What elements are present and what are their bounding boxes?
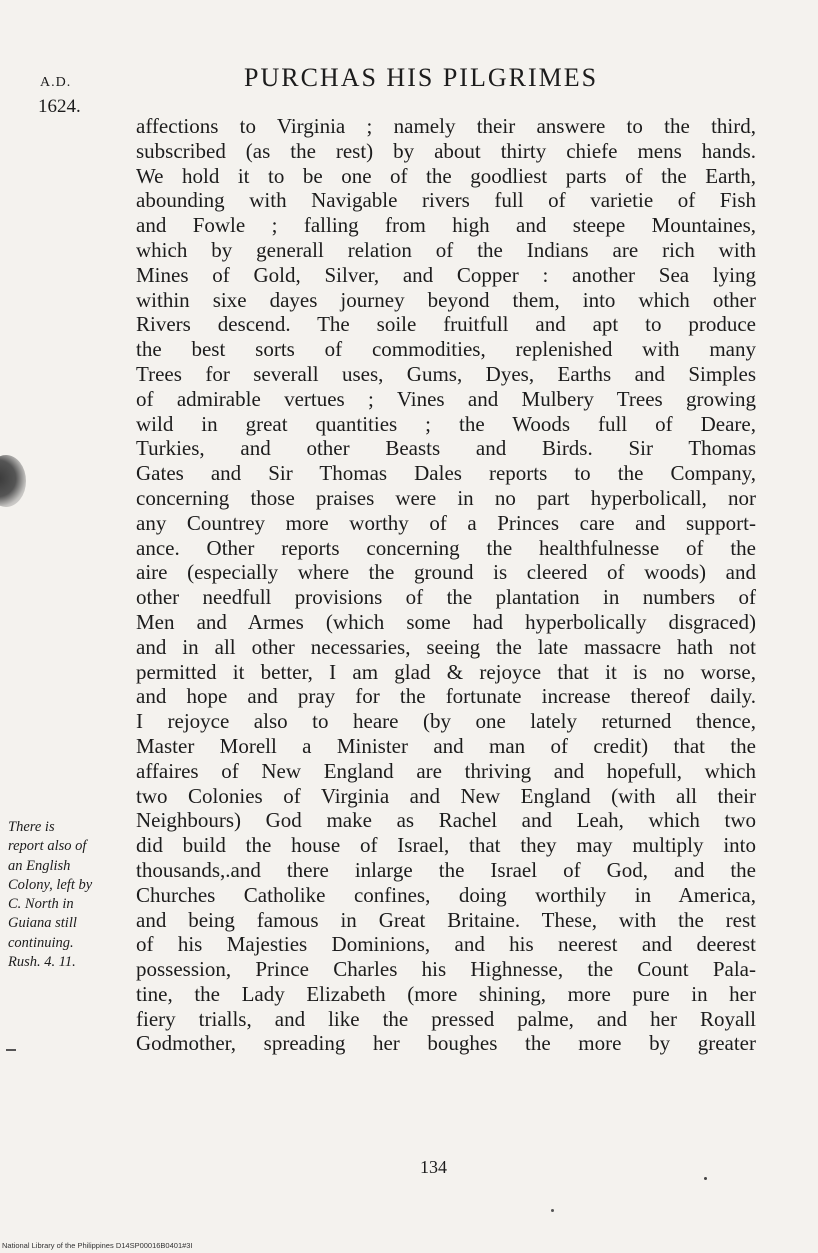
text-line: Neighbours) God make as Rachel and Leah, which two bbox=[136, 808, 756, 833]
text-line: the best sorts of commodities, replenished with many bbox=[136, 337, 756, 362]
margin-era-label: A.D. bbox=[40, 75, 72, 90]
text-line: of admirable vertues ; Vines and Mulbery Trees growing bbox=[136, 386, 756, 411]
text-line: concerning those praises were in no part hyperbolicall, nor bbox=[136, 485, 756, 510]
text-line: Godmother, spreading her boughes the more by greater bbox=[136, 1031, 756, 1056]
text-line: ance. Other reports concerning the healthfulnesse of the bbox=[136, 535, 756, 560]
margin-note-line: C. North in bbox=[8, 896, 74, 913]
scan-credit: National Library of the Philippines D14SP00016B0401#3I bbox=[2, 1241, 193, 1250]
text-line: and being famous in Great Britaine. These, with the rest bbox=[136, 907, 756, 932]
margin-year-label: 1624. bbox=[38, 96, 81, 117]
margin-note bbox=[8, 818, 126, 972]
body-text bbox=[136, 114, 756, 1056]
text-line: permitted it better, I am glad & rejoyce that it is no worse, bbox=[136, 659, 756, 684]
page-number: 134 bbox=[420, 1157, 447, 1177]
margin-note-line: Rush. 4. 11. bbox=[8, 954, 76, 971]
margin-note-line: an English bbox=[8, 857, 71, 874]
scan-thumb-shadow bbox=[0, 455, 26, 507]
text-line: abounding with Navigable rivers full of varietie of Fish bbox=[136, 188, 756, 213]
text-line: affections to Virginia ; namely their answere to the third, bbox=[136, 114, 756, 138]
page-title: PURCHAS HIS PILGRIMES bbox=[244, 63, 599, 92]
text-line: any Countrey more worthy of a Princes care and support- bbox=[136, 510, 756, 535]
text-line: possession, Prince Charles his Highnesse, the Count Pala- bbox=[136, 957, 756, 982]
margin-note-line: continuing. bbox=[8, 934, 74, 951]
margin-note-line: There is bbox=[8, 819, 55, 835]
text-line: Master Morell a Minister and man of credit) that the bbox=[136, 733, 756, 758]
text-line: and hope and pray for the fortunate increase thereof daily. bbox=[136, 684, 756, 709]
text-line: We hold it to be one of the goodliest parts of the Earth, bbox=[136, 163, 756, 188]
text-line: within sixe dayes journey beyond them, into which other bbox=[136, 287, 756, 312]
scan-speck bbox=[551, 1209, 554, 1212]
text-line: other needfull provisions of the plantation in numbers of bbox=[136, 585, 756, 610]
text-line: fiery trialls, and like the pressed palme, and her Royall bbox=[136, 1006, 756, 1031]
text-line: Churches Catholike confines, doing worthily in America, bbox=[136, 882, 756, 907]
text-line: affaires of New England are thriving and hopefull, which bbox=[136, 758, 756, 783]
margin-note-line: Colony, left by bbox=[8, 876, 93, 893]
text-line: thousands,.and there inlarge the Israel of God, and the bbox=[136, 857, 756, 882]
scan-speck bbox=[704, 1177, 707, 1180]
text-line: Turkies, and other Beasts and Birds. Sir Thomas bbox=[136, 436, 756, 461]
text-line: Men and Armes (which some had hyperbolically disgraced) bbox=[136, 609, 756, 634]
text-line: which by generall relation of the Indians are rich with bbox=[136, 237, 756, 262]
text-line: two Colonies of Virginia and New England (with all their bbox=[136, 783, 756, 808]
text-line: Trees for severall uses, Gums, Dyes, Earths and Simples bbox=[136, 361, 756, 386]
text-line: Rivers descend. The soile fruitfull and apt to produce bbox=[136, 312, 756, 337]
margin-note-line: Guiana still bbox=[8, 915, 77, 932]
text-line: subscribed (as the rest) by about thirty chiefe mens hands. bbox=[136, 138, 756, 163]
text-line: aire (especially where the ground is cleered of woods) and bbox=[136, 560, 756, 585]
text-line: and Fowle ; falling from high and steepe Mountaines, bbox=[136, 213, 756, 238]
margin-note-line: report also of bbox=[8, 838, 87, 855]
text-line: I rejoyce also to heare (by one lately returned thence, bbox=[136, 709, 756, 734]
text-line: Mines of Gold, Silver, and Copper : another Sea lying bbox=[136, 262, 756, 287]
margin-dash-mark bbox=[6, 1049, 16, 1051]
text-line: wild in great quantities ; the Woods full of Deare, bbox=[136, 411, 756, 436]
text-line: and in all other necessaries, seeing the late massacre hath not bbox=[136, 634, 756, 659]
text-line: of his Majesties Dominions, and his neerest and deerest bbox=[136, 932, 756, 957]
text-line: tine, the Lady Elizabeth (more shining, more pure in her bbox=[136, 981, 756, 1006]
text-line: Gates and Sir Thomas Dales reports to the Company, bbox=[136, 461, 756, 486]
text-line: did build the house of Israel, that they may multiply into bbox=[136, 833, 756, 858]
